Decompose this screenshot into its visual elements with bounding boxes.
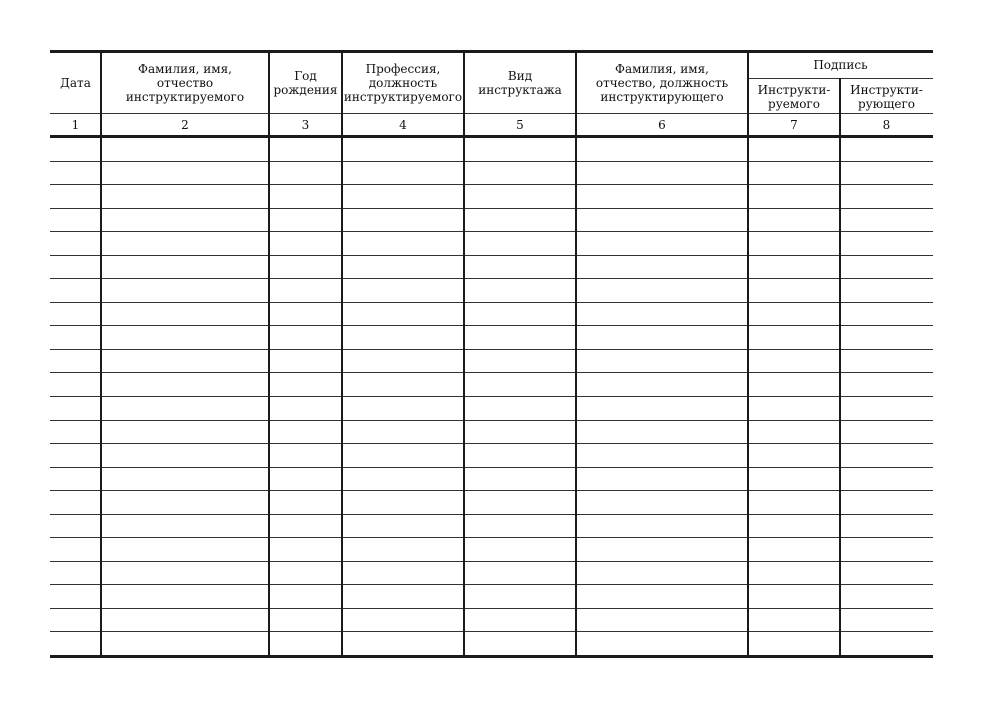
row-divider [50, 372, 933, 373]
header-instruction-type-line-2: инструктажа [478, 83, 562, 97]
column-divider-4 [463, 50, 465, 658]
row-divider [50, 443, 933, 444]
row-divider [50, 584, 933, 585]
header-profession-line-3: инструктируемого [343, 90, 463, 104]
row-divider [50, 208, 933, 209]
header-bottom-rule [50, 113, 933, 114]
header-instructor-name-line-3: инструктирующего [600, 90, 724, 104]
row-divider [50, 631, 933, 632]
header-date [50, 52, 101, 114]
header-signature-instructor-line-1: Инструкти- [850, 82, 923, 97]
row-divider [50, 514, 933, 515]
header-instructor-name-line-2: отчество, должность [595, 76, 729, 90]
header-instructee-name-line-2: отчество [156, 76, 214, 90]
header-signature-group [748, 52, 933, 78]
header-instructor-name [576, 52, 748, 114]
column-divider-3 [341, 50, 343, 658]
row-divider [50, 325, 933, 326]
row-divider [50, 161, 933, 162]
row-divider [50, 537, 933, 538]
header-instruction-type [464, 52, 576, 114]
row-divider [50, 184, 933, 185]
header-instructee-name-line-1: Фамилия, имя, [138, 62, 232, 76]
column-divider-7 [839, 78, 841, 658]
row-divider [50, 349, 933, 350]
header-instructee-name-line-3: инструктируемого [125, 90, 245, 104]
row-divider [50, 561, 933, 562]
column-divider-2 [268, 50, 270, 658]
header-birth-year-line-1: Год [294, 69, 317, 83]
header-signature-instructee-line-2: руемого [768, 96, 820, 111]
column-number-3: 3 [301, 118, 310, 132]
column-divider-5 [575, 50, 577, 658]
numbers-bottom-rule [50, 135, 933, 138]
column-number-2: 2 [181, 118, 189, 132]
header-instruction-type-line-1: Вид [507, 69, 533, 83]
column-number-5: 5 [516, 118, 524, 132]
header-signature-instructor-line-2: рующего [858, 96, 915, 111]
column-divider-1 [100, 50, 102, 658]
header-profession-line-1: Профессия, [365, 62, 441, 76]
header-instructor-name-line-1: Фамилия, имя, [615, 62, 709, 76]
column-number-8: 8 [882, 118, 891, 132]
row-divider [50, 490, 933, 491]
table-top-rule [50, 50, 933, 53]
table-bottom-rule [50, 655, 933, 658]
header-birth-year [269, 52, 342, 114]
header-birth-year-line-2: рождения [273, 83, 338, 97]
row-divider [50, 420, 933, 421]
column-number-6: 6 [658, 118, 666, 132]
header-signature-label: Подпись [813, 58, 868, 72]
row-divider [50, 278, 933, 279]
header-signature-instructee [748, 79, 840, 114]
header-signature-instructor [840, 79, 933, 114]
header-instructee-name [101, 52, 269, 114]
header-signature-instructee-line-1: Инструкти- [757, 82, 831, 97]
column-divider-6 [747, 50, 749, 658]
header-profession-line-2: должность [368, 76, 438, 90]
column-number-1: 1 [71, 118, 80, 132]
row-divider [50, 231, 933, 232]
row-divider [50, 608, 933, 609]
header-profession [342, 52, 464, 114]
row-divider [50, 255, 933, 256]
column-number-7: 7 [790, 118, 798, 132]
row-divider [50, 396, 933, 397]
row-divider [50, 302, 933, 303]
column-number-4: 4 [399, 118, 407, 132]
row-divider [50, 467, 933, 468]
header-date-line-1: Дата [60, 76, 91, 90]
